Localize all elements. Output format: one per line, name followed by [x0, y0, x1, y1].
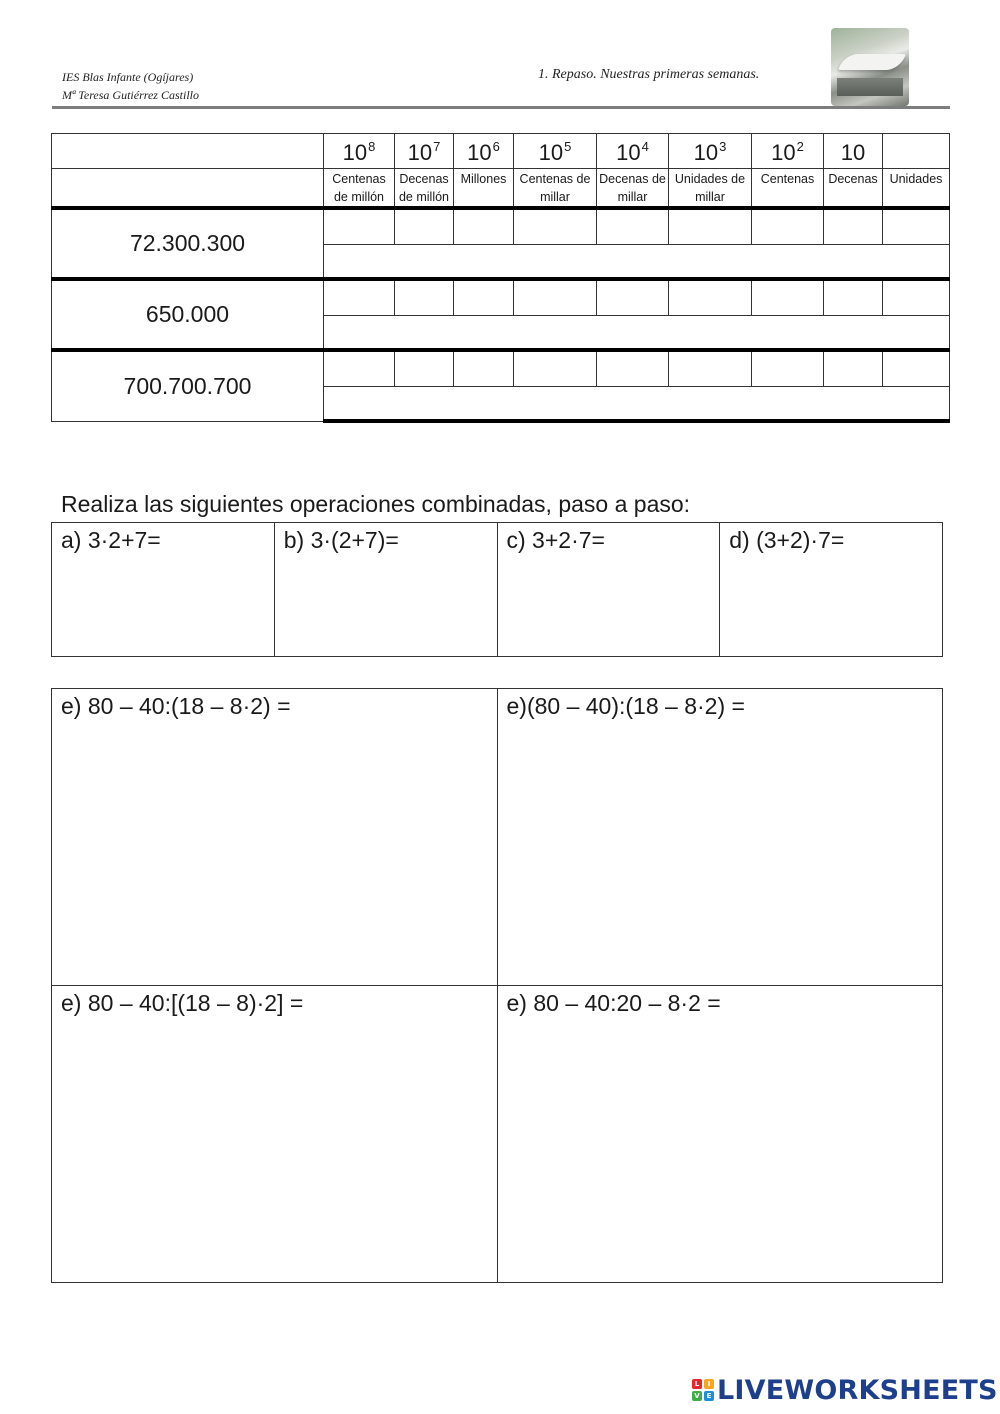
- digit-input[interactable]: [752, 350, 824, 386]
- logo-text: LIVEWORKSHEETS: [717, 1374, 998, 1406]
- digit-input[interactable]: [669, 279, 752, 315]
- number-label: 700.700.700: [52, 350, 324, 421]
- sculpture-shape: [838, 54, 906, 70]
- header-divider: [52, 106, 950, 109]
- place-name: Millones: [454, 169, 514, 209]
- big-operation-cell-3[interactable]: [52, 986, 498, 1283]
- place-value-table: [51, 133, 950, 423]
- digit-input[interactable]: [824, 350, 883, 386]
- digit-input[interactable]: [395, 350, 454, 386]
- instruction-text: Realiza las siguientes operaciones combinadas, paso a paso:: [61, 491, 691, 517]
- logo-block: E: [704, 1391, 714, 1401]
- digit-input[interactable]: [883, 350, 950, 386]
- place-name: Centenas de millar: [514, 169, 597, 209]
- reading-input[interactable]: [324, 386, 950, 421]
- power-cell: $10^7$: [395, 134, 454, 169]
- number-row: [52, 208, 950, 244]
- operation-label: e) 80 – 40:20 – 8·2 =: [506, 990, 721, 1016]
- digit-input[interactable]: [324, 279, 395, 315]
- operation-label: a) 3·2+7=: [61, 527, 161, 553]
- operation-label: e) 80 – 40:[(18 – 8)·2] =: [61, 990, 304, 1016]
- digit-input[interactable]: [454, 208, 514, 244]
- digit-input[interactable]: [597, 350, 669, 386]
- logo-blocks-icon: [692, 1379, 714, 1401]
- digit-input[interactable]: [514, 279, 597, 315]
- sculpture-base: [837, 78, 903, 96]
- big-operation-cell-1[interactable]: [52, 689, 498, 986]
- digit-input[interactable]: [514, 350, 597, 386]
- digit-input[interactable]: [514, 208, 597, 244]
- names-row: [52, 169, 950, 209]
- operation-cell-c[interactable]: [497, 523, 720, 657]
- number-row: [52, 279, 950, 315]
- big-operations-table: [51, 688, 943, 1283]
- place-name: Unidades: [883, 169, 950, 209]
- digit-input[interactable]: [669, 208, 752, 244]
- operation-label: b) 3·(2+7)=: [283, 527, 399, 553]
- logo-block: L: [692, 1379, 702, 1389]
- power-cell: $10^2$: [752, 134, 824, 169]
- digit-input[interactable]: [883, 279, 950, 315]
- place-name: Centenas de millón: [324, 169, 395, 209]
- corner-cell: [52, 134, 324, 169]
- operations-table: [51, 522, 943, 657]
- big-operation-cell-2[interactable]: [497, 689, 943, 986]
- powers-row: [52, 134, 950, 169]
- author-name: Mª Teresa Gutiérrez Castillo: [62, 88, 199, 102]
- power-cell: $10^3$: [669, 134, 752, 169]
- place-name: Decenas de millón: [395, 169, 454, 209]
- power-cell: $10^5$: [514, 134, 597, 169]
- digit-input[interactable]: [752, 208, 824, 244]
- unit-title: 1. Repaso. Nuestras primeras semanas.: [538, 67, 760, 82]
- digit-input[interactable]: [752, 279, 824, 315]
- corner-cell: [52, 169, 324, 209]
- power-cell: $10^8$: [324, 134, 395, 169]
- digit-input[interactable]: [597, 208, 669, 244]
- digit-input[interactable]: [454, 350, 514, 386]
- reading-input[interactable]: [324, 315, 950, 350]
- header-photo: [831, 28, 909, 106]
- place-name: Unidades de millar: [669, 169, 752, 209]
- reading-input[interactable]: [324, 244, 950, 279]
- number-row: [52, 350, 950, 386]
- digit-input[interactable]: [669, 350, 752, 386]
- power-cell: $10^4$: [597, 134, 669, 169]
- digit-input[interactable]: [395, 208, 454, 244]
- operation-cell-a[interactable]: [52, 523, 275, 657]
- operation-label: e) 80 – 40:(18 – 8·2) =: [61, 693, 291, 719]
- place-name: Decenas de millar: [597, 169, 669, 209]
- power-cell: [883, 134, 950, 169]
- number-label: 650.000: [52, 279, 324, 350]
- logo-block: V: [692, 1391, 702, 1401]
- digit-input[interactable]: [324, 350, 395, 386]
- school-name: IES Blas Infante (Ogíjares): [62, 70, 194, 84]
- digit-input[interactable]: [395, 279, 454, 315]
- number-label: 72.300.300: [52, 208, 324, 279]
- digit-input[interactable]: [324, 208, 395, 244]
- digit-input[interactable]: [824, 208, 883, 244]
- digit-input[interactable]: [454, 279, 514, 315]
- place-name: Centenas: [752, 169, 824, 209]
- header-left: [62, 68, 199, 104]
- operation-cell-d[interactable]: [720, 523, 943, 657]
- power-cell: 10: [824, 134, 883, 169]
- logo-block: I: [704, 1379, 714, 1389]
- digit-input[interactable]: [883, 208, 950, 244]
- digit-input[interactable]: [824, 279, 883, 315]
- power-cell: $10^6$: [454, 134, 514, 169]
- liveworksheets-logo: [692, 1374, 998, 1406]
- operation-label: d) (3+2)·7=: [729, 527, 845, 553]
- digit-input[interactable]: [597, 279, 669, 315]
- operation-label: e)(80 – 40):(18 – 8·2) =: [506, 693, 745, 719]
- place-name: Decenas: [824, 169, 883, 209]
- operation-cell-b[interactable]: [274, 523, 497, 657]
- operation-label: c) 3+2·7=: [506, 527, 605, 553]
- big-operation-cell-4[interactable]: [497, 986, 943, 1283]
